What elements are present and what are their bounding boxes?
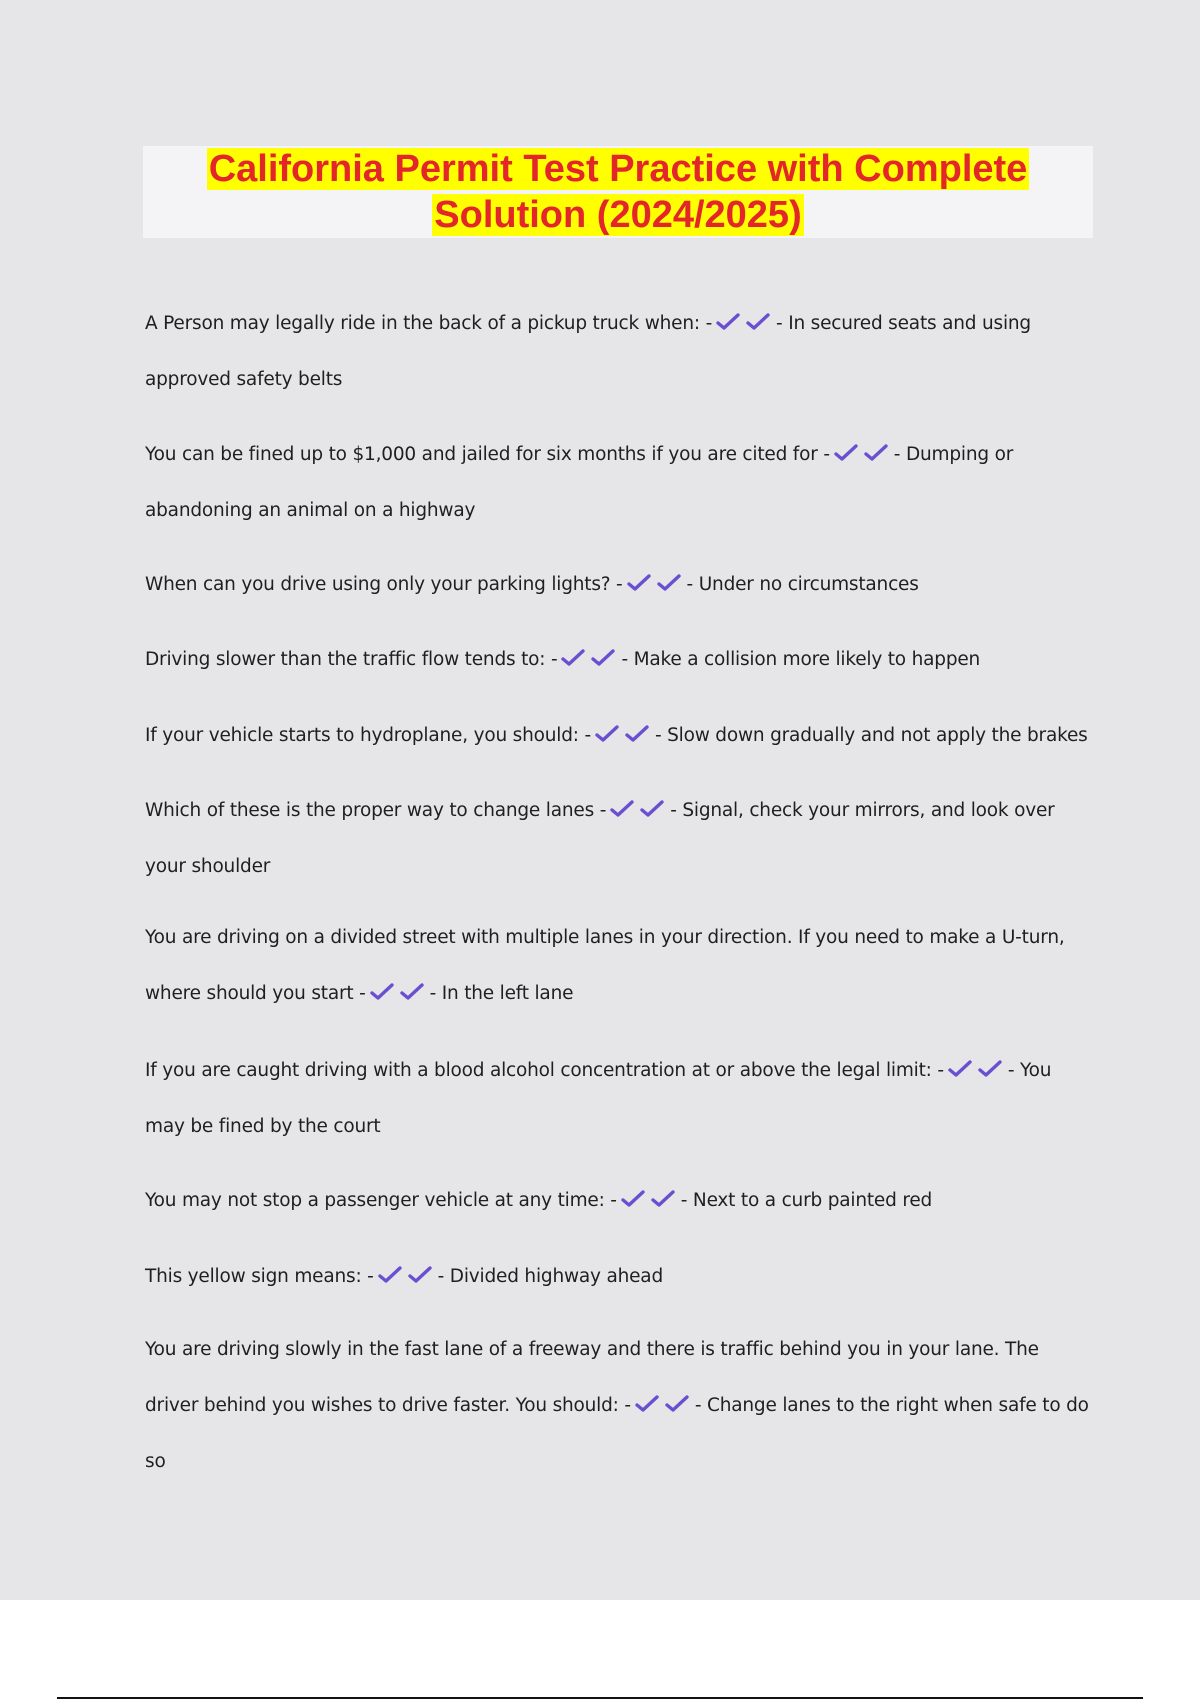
answer-text: - Divided highway ahead [437,1266,663,1287]
question-text: If your vehicle starts to hydroplane, you should: - [145,725,591,746]
checkmark-icon [625,725,649,743]
answer-text: - In secured seats and using approved safety belts [145,313,1031,390]
question-text: You are driving slowly in the fast lane of a freeway and there is traffic behind you in your lane. The driver behind you wishes to drive faster. You should: - [145,1339,1039,1416]
answer-checkmarks [716,296,772,352]
checkmark-icon [665,1395,689,1413]
answer-checkmarks [370,966,426,1022]
answer-text: - Change lanes to the right when safe to do so [145,1395,1089,1472]
checkmark-icon [378,1266,402,1284]
checkmark-icon [400,983,424,1001]
checkmark-icon [408,1266,432,1284]
checkmark-icon [746,313,770,331]
answer-checkmarks [595,708,651,764]
checkmark-icon [640,800,664,818]
answer-checkmarks [378,1249,434,1305]
answer-text: - Signal, check your mirrors, and look over your shoulder [145,800,1055,877]
qa-item-10 [145,1249,1095,1305]
qa-item-9 [145,1173,1095,1229]
page-title [143,146,1093,238]
checkmark-icon [370,983,394,1001]
question-text: If you are caught driving with a blood alcohol concentration at or above the legal limit: - [145,1060,944,1081]
qa-item-4 [145,632,1095,688]
question-text: A Person may legally ride in the back of a pickup truck when: - [145,313,713,334]
qa-item-11 [145,1322,1095,1490]
checkmark-icon [716,313,740,331]
checkmark-icon [591,649,615,667]
answer-text: - Next to a curb painted red [680,1190,933,1211]
answer-checkmarks [561,632,617,688]
qa-item-1 [145,296,1095,408]
qa-item-8 [145,1043,1095,1155]
footer-divider [57,1697,1143,1699]
answer-text: - Dumping or abandoning an animal on a highway [145,444,1014,521]
answer-text: - Make a collision more likely to happen [621,649,981,670]
title-line-2: Solution (2024/2025) [434,194,802,236]
title-line-1: California Permit Test Practice with Complete [208,148,1028,190]
checkmark-icon [657,574,681,592]
checkmark-icon [834,444,858,462]
qa-item-2 [145,427,1095,539]
checkmark-icon [595,725,619,743]
qa-item-5 [145,708,1095,764]
question-text: Which of these is the proper way to change lanes - [145,800,607,821]
checkmark-icon [627,574,651,592]
answer-text: - Under no circumstances [686,574,919,595]
answer-checkmarks [610,783,666,839]
question-text: This yellow sign means: - [145,1266,374,1287]
checkmark-icon [610,800,634,818]
question-text: When can you drive using only your parking lights? - [145,574,623,595]
question-text: You can be fined up to $1,000 and jailed for six months if you are cited for - [145,444,830,465]
checkmark-icon [561,649,585,667]
answer-checkmarks [635,1378,691,1434]
answer-text: - In the left lane [429,983,574,1004]
qa-item-6 [145,783,1095,895]
answer-checkmarks [627,557,683,613]
question-text: You may not stop a passenger vehicle at any time: - [145,1190,617,1211]
answer-checkmarks [834,427,890,483]
checkmark-icon [651,1190,675,1208]
checkmark-icon [864,444,888,462]
checkmark-icon [978,1060,1002,1078]
title-banner [143,146,1093,238]
checkmark-icon [635,1395,659,1413]
checkmark-icon [621,1190,645,1208]
qa-item-7 [145,910,1095,1022]
question-text: Driving slower than the traffic flow tends to: - [145,649,558,670]
answer-checkmarks [948,1043,1004,1099]
question-text: You are driving on a divided street with multiple lanes in your direction. If you need to make a U-turn, where should you start - [145,927,1065,1004]
answer-checkmarks [621,1173,677,1229]
answer-text: - Slow down gradually and not apply the brakes [654,725,1088,746]
answer-text: - You may be fined by the court [145,1060,1052,1137]
checkmark-icon [948,1060,972,1078]
qa-item-3 [145,557,1095,613]
